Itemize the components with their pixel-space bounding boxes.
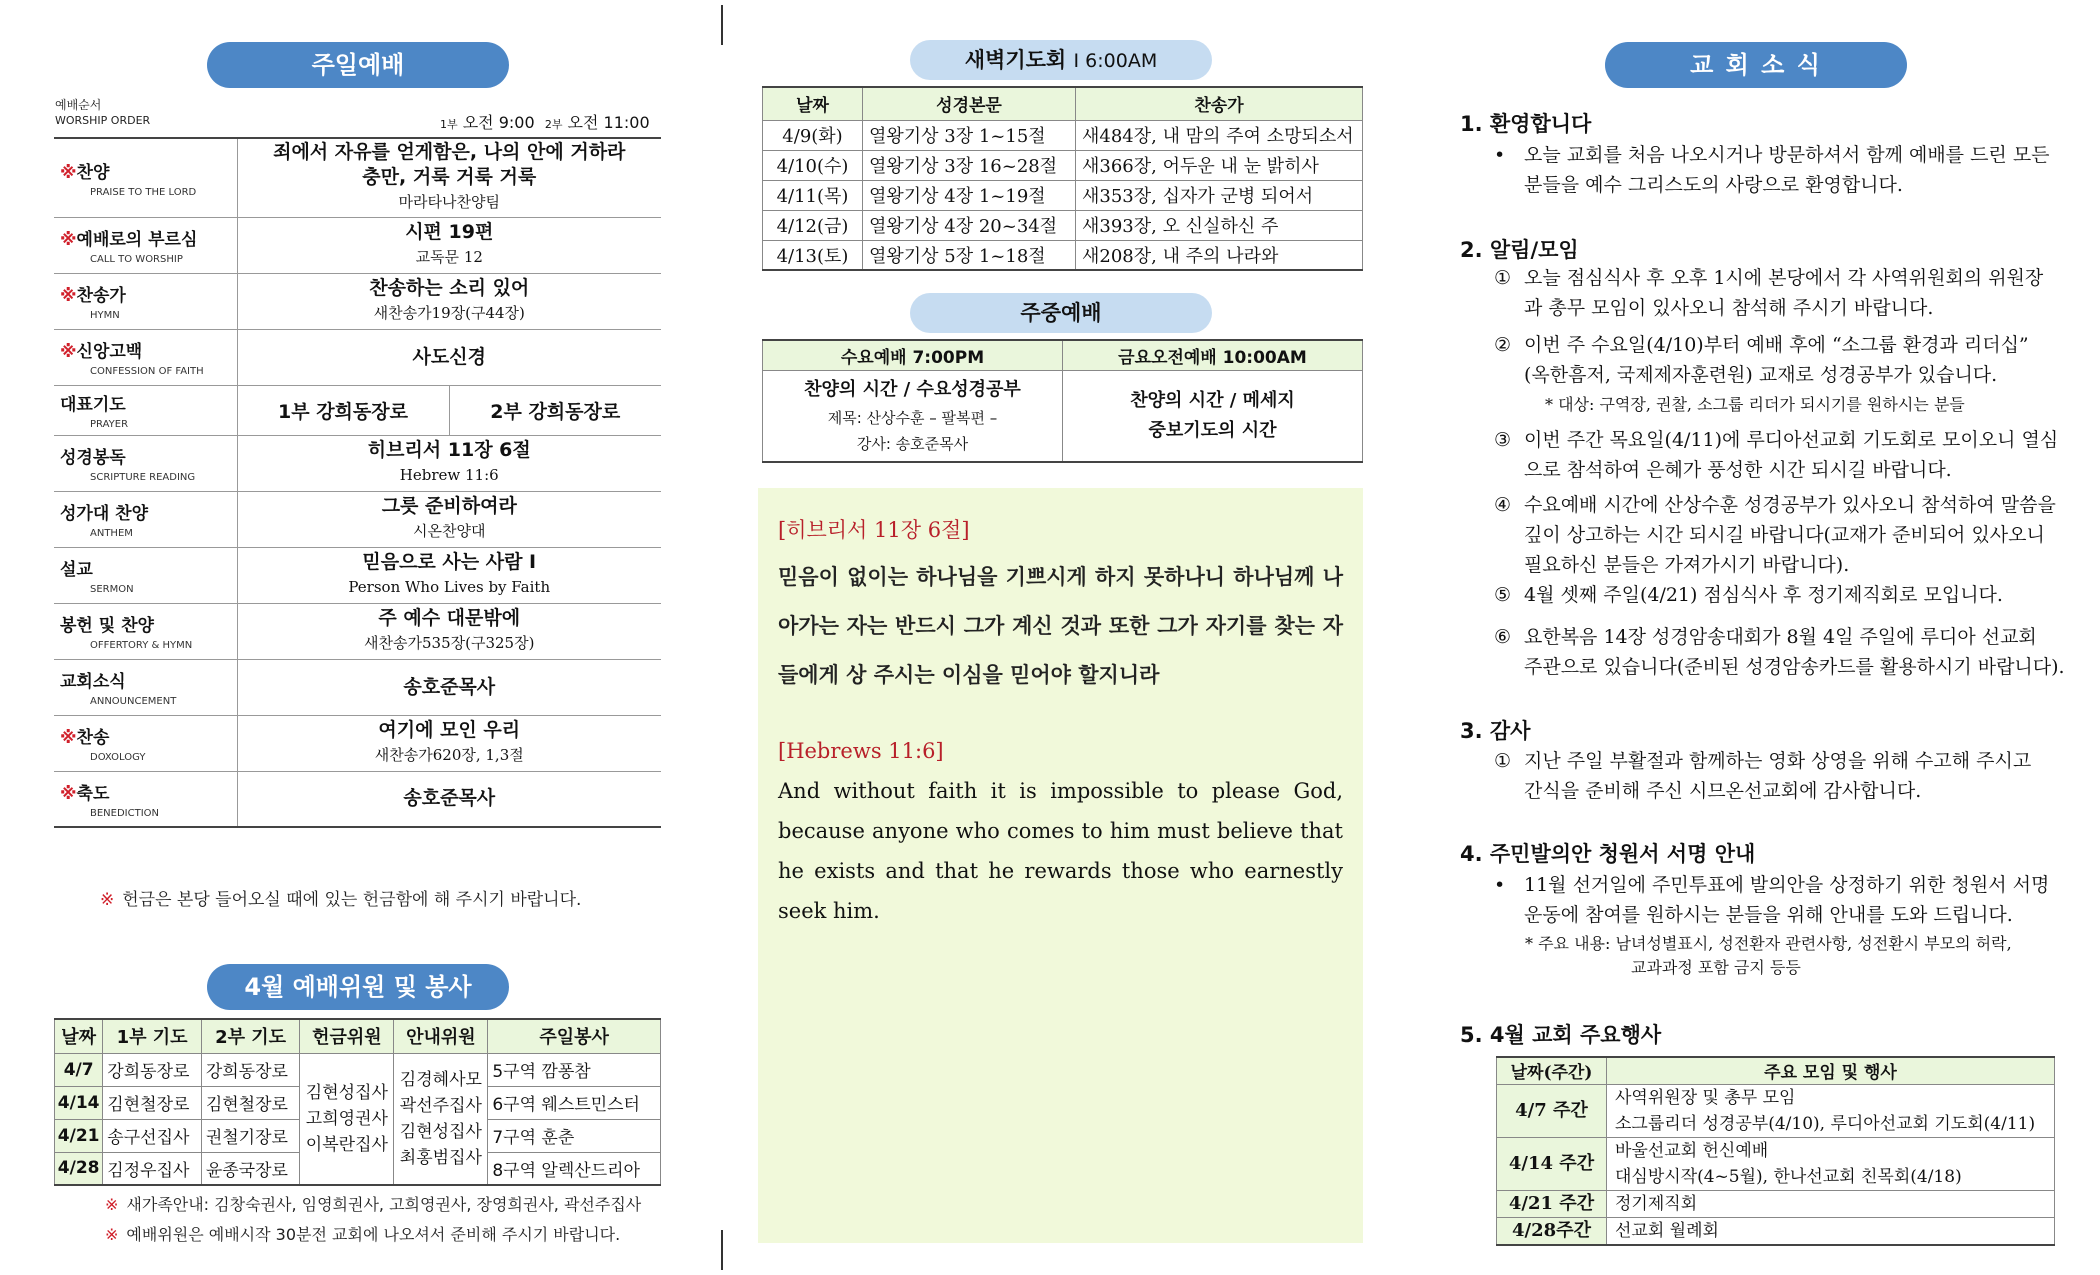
fold-line-top [721, 5, 723, 45]
event-line: 대심방시작(4~5월), 한나선교회 친목회(4/18) [1615, 1166, 1962, 1187]
notice-line: 주관으로 있습니다(준비된 성경암송카드를 활용하시기 바랍니다). [1524, 656, 2065, 678]
fri-line2: 중보기도의 시간 [1148, 419, 1277, 441]
order-item-ko [60, 443, 237, 468]
order-item-label [54, 273, 237, 329]
worship-order-row [54, 547, 661, 603]
order-item-content [237, 547, 661, 603]
order-item-en: CONFESSION OF FAITH [90, 366, 204, 377]
thanks-line: 간식을 준비해 주신 시므온선교회에 감사합니다. [1524, 780, 1922, 802]
worship-order-row [54, 273, 661, 329]
worship-order-row [54, 138, 661, 217]
dawn-hymn: 새393장, 오 신실하신 주 [1076, 210, 1363, 240]
order-item-ko-text: 성경봉독 [60, 448, 126, 468]
order-item-ko [60, 611, 237, 636]
dawn-prayer-table [762, 86, 1363, 271]
order-item-en: HYMN [90, 310, 120, 321]
notice-line: 으로 참석하여 은혜가 풍성한 시간 되시길 바랍니다. [1524, 459, 1952, 481]
dawn-row [763, 210, 1363, 240]
notice-line: 4월 셋째 주일(4/21) 점심식사 후 정기제직회로 모입니다. [1524, 584, 2003, 606]
order-item-ko-text: 설교 [60, 560, 93, 580]
dawn-header: 성경본문 [863, 87, 1076, 120]
order-item-ko-text: 찬송가 [76, 286, 126, 306]
serve-date: 4/28 [55, 1152, 103, 1185]
notice-line: 오늘 점심식사 후 오후 1시에 본당에서 각 사역위원회의 위원장 [1524, 267, 2044, 289]
notice-line: (옥한흠저, 국제제자훈련원) 교재로 성경공부가 있습니다. [1524, 364, 1998, 386]
petition-text [1494, 870, 2049, 930]
notice-line: 과 총무 모임이 있사오니 참석해 주시기 바랍니다. [1524, 297, 1934, 319]
time2-tag: 2부 [544, 118, 563, 131]
offering-member: 김현성집사 [305, 1082, 388, 1103]
ushers [394, 1053, 488, 1185]
serve-prayer1: 강희동장로 [103, 1053, 202, 1086]
note-servers [105, 1222, 620, 1245]
worship-order-table [54, 137, 661, 828]
order-item-title: 시편 19편 [405, 221, 494, 243]
order-item-title: 주 예수 대문밖에 [378, 607, 521, 629]
order-item-label [54, 715, 237, 771]
order-item-label [54, 547, 237, 603]
order-item-sub: 시온찬양대 [413, 522, 486, 540]
section-notices-title: 2. 알림/모임 [1460, 238, 1579, 262]
section-welcome-title: 1. 환영합니다 [1460, 112, 1592, 136]
fri-header: 금요오전예배 10:00AM [1063, 340, 1363, 370]
order-item-content [237, 435, 661, 491]
notice-line-row [1494, 293, 2043, 323]
order-item-label [54, 217, 237, 273]
dawn-header: 날짜 [763, 87, 863, 120]
dawn-text: 열왕기상 4장 1~19절 [863, 180, 1076, 210]
welcome-text [1494, 140, 2050, 200]
notice-line-row [1494, 330, 2029, 360]
event-row [1497, 1217, 2055, 1245]
order-item-content [237, 491, 661, 547]
dawn-date: 4/11(목) [763, 180, 863, 210]
event-line: 사역위원장 및 총무 모임 [1615, 1087, 1796, 1108]
dawn-hymn: 새208장, 내 주의 나라와 [1076, 240, 1363, 270]
order-label-ko: 예배순서 [55, 98, 102, 112]
note-text: 예배위원은 예배시작 30분전 교회에 나오셔서 준비해 주시기 바랍니다. [126, 1225, 621, 1244]
worship-order-row [54, 385, 661, 435]
event-desc [1607, 1084, 2055, 1137]
order-item-content [237, 217, 661, 273]
petition-note-line: 교과과정 포함 금지 등등 [1631, 958, 1801, 977]
order-item-title: 그릇 준비하여라 [381, 495, 517, 517]
usher: 김경혜사모 [399, 1069, 482, 1090]
order-item-ko [60, 667, 237, 692]
order-item-sub: 새찬송가19장(구44장) [373, 304, 525, 322]
serve-row [55, 1053, 661, 1086]
notice-line: 깊이 상고하는 시간 되시길 바랍니다(교재가 준비되어 있사오니 [1524, 524, 2045, 546]
standing-mark: ※ [60, 162, 77, 183]
serve-prayer2: 김현철장로 [201, 1086, 300, 1119]
order-item-sub: 새찬송가620장, 1,3절 [374, 746, 524, 764]
dawn-row [763, 180, 1363, 210]
serve-prayer1: 송구선집사 [103, 1119, 202, 1152]
notice-line-row [1494, 425, 2058, 455]
note-newcomers [105, 1192, 641, 1215]
order-item-ko [60, 723, 237, 748]
wed-service [763, 370, 1063, 462]
prayer-leader: 2부 강희동장로 [449, 385, 661, 435]
order-item-en: ANNOUNCEMENT [90, 696, 177, 707]
worship-order-row [54, 491, 661, 547]
petition-note-line: * 주요 내용: 남녀성별표시, 성전환자 관련사항, 성전환시 부모의 허락, [1525, 934, 2012, 953]
event-line: 바울선교회 헌신예배 [1615, 1140, 1769, 1161]
fri-service [1063, 370, 1363, 462]
dawn-time: I 6:00AM [1073, 50, 1158, 72]
worship-order-row [54, 435, 661, 491]
note-mark: ※ [105, 1195, 119, 1214]
serve-header: 헌금위원 [300, 1019, 394, 1053]
serve-header: 날짜 [55, 1019, 103, 1053]
time1-tag: 1부 [440, 118, 458, 131]
midweek-table [762, 339, 1363, 463]
notice-line: 필요하신 분들은 가져가시기 바랍니다). [1524, 554, 1850, 576]
order-item-ko-text: 찬송 [76, 728, 110, 748]
event-line: 정기제직회 [1615, 1193, 1698, 1214]
dawn-row [763, 120, 1363, 150]
time1: 오전 9:00 [462, 113, 535, 132]
order-item-en: DOXOLOGY [90, 752, 146, 763]
standing-mark: ※ [60, 342, 77, 362]
order-item-title: 송호준목사 [403, 787, 496, 810]
order-item-en: CALL TO WORSHIP [90, 254, 183, 265]
dawn-header: 찬송가 [1076, 87, 1363, 120]
order-item-sub: 새찬송가535장(구325장) [364, 634, 535, 652]
thanks-item [1494, 746, 2031, 806]
order-item-label [54, 385, 237, 435]
notice-line-row [1494, 360, 2029, 390]
midweek-title: 주중예배 [910, 293, 1212, 333]
item-number: ③ [1494, 429, 1512, 451]
serve-duty: 6구역 웨스트민스터 [488, 1086, 661, 1119]
section-events-title: 5. 4월 교회 주요행사 [1460, 1023, 1662, 1047]
bullet: • [1494, 874, 1506, 896]
serve-header: 2부 기도 [201, 1019, 300, 1053]
events-header-desc: 주요 모임 및 행사 [1607, 1057, 2055, 1084]
petition-line: 운동에 참여를 원하시는 분들을 위해 안내를 도와 드립니다. [1524, 904, 2013, 926]
serve-duty: 5구역 깜퐁참 [488, 1053, 661, 1086]
events-table [1496, 1056, 2055, 1246]
order-item-en: BENEDICTION [90, 807, 160, 819]
serve-duty: 7구역 훈춘 [488, 1119, 661, 1152]
event-line: 선교회 월례회 [1615, 1220, 1719, 1241]
dawn-hymn: 새366장, 어두운 내 눈 밝히사 [1076, 150, 1363, 180]
notice-line-row [1494, 520, 2056, 550]
order-item-ko-text: 성가대 찬양 [60, 504, 149, 524]
petition-line: 11월 선거일에 주민투표에 발의안을 상정하기 위한 청원서 서명 [1524, 874, 2050, 896]
usher: 최홍범집사 [399, 1147, 482, 1168]
serve-table [54, 1018, 661, 1186]
notice-line-row [1494, 455, 2058, 485]
order-item-label [54, 329, 237, 385]
serve-prayer2: 윤종국장로 [201, 1152, 300, 1185]
item-number: ① [1494, 267, 1512, 289]
item-number: ① [1494, 750, 1512, 772]
order-item-ko-text: 축도 [76, 783, 110, 804]
order-item-ko [60, 499, 237, 524]
notice-line-row [1494, 550, 2056, 580]
offering-member: 이복란집사 [305, 1134, 388, 1155]
event-row [1497, 1084, 2055, 1137]
notice-line: 이번 주간 목요일(4/11)에 루디아선교회 기도회로 모이오니 열심 [1524, 429, 2059, 451]
order-item-title: 충만, 거룩 거룩 거룩 [362, 166, 537, 189]
order-item-en: PRAYER [90, 419, 129, 430]
dawn-text: 열왕기상 3장 16~28절 [863, 150, 1076, 180]
verse-box [758, 488, 1363, 1243]
dawn-text: 열왕기상 3장 1~15절 [863, 120, 1076, 150]
order-item-en: SCRIPTURE READING [90, 472, 196, 483]
notice-line: 요한복음 14장 성경암송대회가 8월 4일 주일에 루디아 선교회 [1524, 626, 2037, 648]
order-item-ko [60, 555, 237, 580]
offering-member: 고희영권사 [305, 1108, 388, 1129]
worship-order-row [54, 659, 661, 715]
dawn-date: 4/9(화) [763, 120, 863, 150]
standing-mark: ※ [60, 728, 77, 748]
event-desc [1607, 1190, 2055, 1217]
order-item-ko-text: 찬양 [76, 162, 110, 183]
event-week: 4/7 주간 [1497, 1084, 1607, 1137]
worship-order-row [54, 217, 661, 273]
order-item-content [237, 771, 661, 827]
serve-date: 4/7 [55, 1053, 103, 1086]
time2: 오전 11:00 [567, 113, 650, 132]
dawn-hymn: 새484장, 내 맘의 주여 소망되소서 [1076, 120, 1363, 150]
event-desc [1607, 1137, 2055, 1190]
note-text: 새가족안내: 김창숙권사, 임영희권사, 고희영권사, 장영희권사, 곽선주집사 [126, 1195, 642, 1214]
order-item-title: 송호준목사 [403, 675, 496, 698]
notice-line-row [1494, 652, 2065, 682]
fri-line1: 찬양의 시간 / 메세지 [1130, 389, 1295, 411]
notice-item [1494, 263, 2043, 323]
events-header-date: 날짜(주간) [1497, 1057, 1607, 1084]
section-thanks-title: 3. 감사 [1460, 719, 1531, 743]
order-item-label [54, 435, 237, 491]
order-item-ko [60, 390, 237, 415]
verse-ref-ko: [히브리서 11장 6절] [778, 518, 970, 542]
serve-date: 4/21 [55, 1119, 103, 1152]
order-item-sub: 교독문 12 [415, 248, 483, 266]
notice-target-note: * 대상: 구역장, 권찰, 소그룹 리더가 되시기를 원하시는 분들 [1545, 395, 1965, 414]
order-item-content [237, 603, 661, 659]
event-week: 4/21 주간 [1497, 1190, 1607, 1217]
order-item-ko-text: 대표기도 [60, 395, 126, 415]
item-number: ⑤ [1494, 584, 1512, 606]
wed-line3: 강사: 송호준목사 [856, 434, 969, 453]
notice-item [1494, 425, 2058, 485]
order-item-en: ANTHEM [90, 528, 133, 539]
order-item-ko [60, 158, 237, 183]
order-item-label [54, 603, 237, 659]
standing-mark: ※ [60, 286, 77, 306]
wed-line2: 제목: 산상수훈 – 팔복편 – [827, 408, 998, 427]
event-row [1497, 1190, 2055, 1217]
serve-duty: 8구역 알렉산드리아 [488, 1152, 661, 1185]
notice-item [1494, 330, 2029, 390]
order-item-en: OFFERTORY & HYMN [90, 640, 193, 651]
order-item-title: 히브리서 11장 6절 [367, 439, 531, 461]
order-item-content [237, 715, 661, 771]
dawn-date: 4/12(금) [763, 210, 863, 240]
note-mark: ※ [100, 890, 115, 910]
fold-line-bottom [721, 1230, 723, 1270]
serve-prayer1: 김정우집사 [103, 1152, 202, 1185]
wed-line1: 찬양의 시간 / 수요성경공부 [804, 378, 1021, 400]
verse-text-en: And without faith it is impossible to please God, because anyone who comes to him must believe that he exists and that he rewards those who earnestly seek him. [778, 779, 1343, 923]
verse-text-ko: 믿음이 없이는 하나님을 기쁘시게 하지 못하나니 하나님께 나아가는 자는 반드시 그가 계신 것과 또한 그가 자기를 찾는 자들에게 상 주시는 이심을 믿어야 할지니라 [778, 564, 1343, 687]
order-item-ko-text: 교회소식 [60, 672, 126, 692]
serve-prayer2: 권철기장로 [201, 1119, 300, 1152]
order-item-content [237, 329, 661, 385]
wed-header: 수요예배 7:00PM [763, 340, 1063, 370]
note-mark: ※ [105, 1225, 119, 1244]
notice-line-row [1494, 580, 2003, 610]
notice-item [1494, 580, 2003, 610]
order-item-sub: Person Who Lives by Faith [348, 578, 551, 596]
order-item-ko-text: 예배로의 부르심 [76, 230, 198, 250]
order-item-label [54, 771, 237, 827]
worship-order-row [54, 771, 661, 827]
order-item-title: 사도신경 [412, 345, 486, 368]
order-item-title: 찬송하는 소리 있어 [369, 277, 530, 299]
order-item-content [237, 659, 661, 715]
order-item-label [54, 138, 237, 217]
order-item-title: 믿음으로 사는 사람 I [362, 551, 537, 573]
dawn-text: 열왕기상 5장 1~18절 [863, 240, 1076, 270]
serve-header: 안내위원 [394, 1019, 488, 1053]
verse-ref-en: [Hebrews 11:6] [778, 739, 944, 763]
dawn-row [763, 240, 1363, 270]
order-item-ko [60, 225, 237, 250]
notice-item [1494, 490, 2056, 580]
worship-order-row [54, 715, 661, 771]
order-item-ko [60, 337, 237, 362]
notice-line: 수요예배 시간에 산상수훈 성경공부가 있사오니 참석하여 말씀을 [1524, 494, 2056, 516]
event-line: 소그룹리더 성경공부(4/10), 루디아선교회 기도회(4/11) [1615, 1113, 2036, 1134]
usher: 김현성집사 [399, 1121, 482, 1142]
church-news-title: 교 회 소 식 [1605, 42, 1907, 88]
order-item-label [54, 491, 237, 547]
serve-header: 주일봉사 [488, 1019, 661, 1053]
event-desc [1607, 1217, 2055, 1245]
notice-line: 이번 주 수요일(4/10)부터 예배 후에 “소그룹 환경과 리더십” [1524, 334, 2029, 356]
bullet: • [1494, 144, 1506, 166]
dawn-title-text: 새벽기도회 [964, 48, 1067, 72]
serve-prayer2: 강희동장로 [201, 1053, 300, 1086]
serve-date: 4/14 [55, 1086, 103, 1119]
prayer-leader: 1부 강희동장로 [237, 385, 449, 435]
dawn-date: 4/10(수) [763, 150, 863, 180]
notice-line-row [1494, 490, 2056, 520]
dawn-date: 4/13(토) [763, 240, 863, 270]
usher: 곽선주집사 [399, 1095, 482, 1116]
order-item-en: SERMON [90, 584, 134, 595]
offering-note [100, 885, 581, 910]
serve-prayer1: 김현철장로 [103, 1086, 202, 1119]
serve-header: 1부 기도 [103, 1019, 202, 1053]
order-item-ko [60, 281, 237, 306]
offering-members [300, 1053, 394, 1185]
dawn-prayer-title [910, 40, 1212, 80]
item-number: ④ [1494, 494, 1512, 516]
order-item-sub: 마라타나찬양팀 [398, 193, 500, 212]
section-petition-title: 4. 주민발의안 청원서 서명 안내 [1460, 842, 1756, 866]
event-row [1497, 1137, 2055, 1190]
order-item-label [54, 659, 237, 715]
item-number: ⑥ [1494, 626, 1512, 648]
welcome-line: 오늘 교회를 처음 나오시거나 방문하셔서 함께 예배를 드린 모든 [1524, 144, 2050, 166]
thanks-line: 지난 주일 부활절과 함께하는 영화 상영을 위해 수고해 주시고 [1524, 750, 2032, 772]
sunday-worship-title: 주일예배 [207, 42, 509, 88]
worship-order-row [54, 329, 661, 385]
order-item-content [237, 138, 661, 217]
order-item-title: 죄에서 자유를 얻게함은, 나의 안에 거하라 [273, 141, 626, 164]
order-item-ko [60, 779, 237, 804]
offering-note-text: 헌금은 본당 들어오실 때에 있는 헌금함에 해 주시기 바랍니다. [122, 890, 582, 910]
standing-mark: ※ [60, 230, 77, 250]
order-label-en: WORSHIP ORDER [55, 114, 151, 127]
event-week: 4/28주간 [1497, 1217, 1607, 1245]
dawn-hymn: 새353장, 십자가 군병 되어서 [1076, 180, 1363, 210]
order-item-en: PRAISE TO THE LORD [90, 186, 197, 198]
dawn-text: 열왕기상 4장 20~34절 [863, 210, 1076, 240]
dawn-row [763, 150, 1363, 180]
notice-item [1494, 622, 2065, 682]
worship-order-row [54, 603, 661, 659]
welcome-line: 분들을 예수 그리스도의 사랑으로 환영합니다. [1524, 174, 1903, 196]
order-item-title: 여기에 모인 우리 [378, 719, 521, 741]
service-times [440, 110, 650, 133]
order-item-content [237, 273, 661, 329]
serve-title: 4월 예배위원 및 봉사 [207, 964, 509, 1010]
notice-line-row [1494, 622, 2065, 652]
worship-order-label [55, 98, 150, 128]
order-item-ko-text: 신앙고백 [76, 342, 143, 362]
order-item-ko-text: 봉헌 및 찬양 [60, 616, 154, 636]
notice-line-row [1494, 263, 2043, 293]
standing-mark: ※ [60, 783, 77, 804]
event-week: 4/14 주간 [1497, 1137, 1607, 1190]
item-number: ② [1494, 334, 1512, 356]
petition-note [1525, 932, 2012, 980]
order-item-sub: Hebrew 11:6 [399, 466, 499, 484]
